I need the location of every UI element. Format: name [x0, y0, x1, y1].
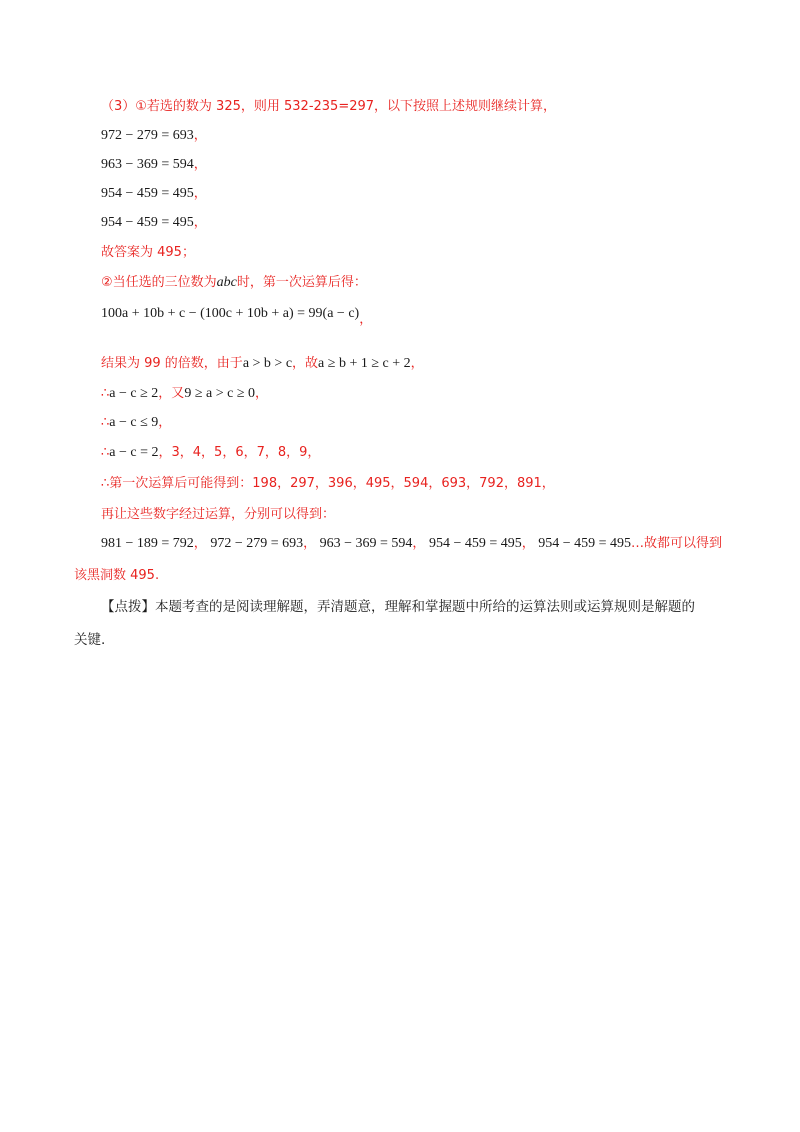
therefore-line-4	[101, 474, 555, 494]
comma: ，	[193, 128, 207, 143]
answer-line: 故答案为 495；	[101, 245, 195, 260]
comma: ，	[193, 157, 207, 172]
text: 第一次运算后可能得到：198，297，396，495，594，693，792，891，	[109, 476, 555, 491]
equation-line	[101, 126, 207, 146]
equation: 981 − 189 = 792	[101, 536, 194, 551]
comma: ，	[193, 536, 207, 551]
equation: 954 − 459 = 495	[538, 536, 632, 551]
comment-line-1: 【点拨】本题考查的是阅读理解题，弄清题意，理解和掌握题中所给的运算法则或运算规则是解题的	[101, 599, 695, 615]
multiple-line	[101, 354, 424, 374]
equation: a − c = 2	[109, 445, 159, 460]
therefore-symbol: ∴	[101, 386, 110, 401]
case2-text-a: ②当任选的三位数为	[101, 275, 217, 290]
equation: 963 − 369 = 594	[101, 157, 194, 172]
case2-intro	[101, 273, 367, 293]
equation: 954 − 459 = 495	[428, 536, 522, 551]
comma: ，	[303, 536, 317, 551]
therefore-line-1	[101, 384, 268, 404]
conclusion: 该黑洞数 495.	[74, 568, 160, 583]
equation: 972 − 279 = 693	[210, 536, 304, 551]
inequality: a > b > c	[242, 356, 293, 371]
comma: ，	[193, 186, 207, 201]
comma: ，	[193, 215, 207, 230]
comma: ，	[521, 536, 535, 551]
therefore-line-2	[101, 413, 171, 433]
expansion-line	[101, 304, 373, 327]
case2-variable: abc	[216, 275, 237, 290]
again-line: 再让这些数字经过运算，分别可以得到：	[101, 507, 336, 522]
comma: ，	[359, 312, 373, 327]
equation: 954 − 459 = 495	[101, 215, 194, 230]
part3-intro: （3）①若选的数为 325，则用 532-235=297，以下按照上述规则继续计算，	[101, 99, 557, 114]
equation-line	[101, 155, 207, 175]
expansion-equation: 100a + 10b + c − (100c + 10b + a) = 99(a − c)	[101, 306, 360, 321]
chain-end: …故都可以得到	[631, 536, 723, 551]
comma: ，	[412, 536, 426, 551]
inequality: a − c ≤ 9	[109, 415, 159, 430]
multiple-text-c: ，	[410, 356, 424, 371]
equation: 972 − 279 = 693	[101, 128, 194, 143]
text: ，	[158, 415, 172, 430]
equation: 954 − 459 = 495	[101, 186, 194, 201]
inequality: 9 ≥ a > c ≥ 0	[184, 386, 256, 401]
therefore-line-3	[101, 443, 320, 463]
multiple-text-b: ，故	[292, 356, 319, 371]
text: ，又	[158, 386, 185, 401]
comment-line-2: 关键.	[74, 632, 106, 648]
equation-line	[101, 184, 207, 204]
equation: 963 − 369 = 594	[319, 536, 413, 551]
therefore-symbol: ∴	[101, 476, 110, 491]
therefore-symbol: ∴	[101, 415, 110, 430]
inequality: a − c ≥ 2	[109, 386, 159, 401]
multiple-text-a: 结果为 99 的倍数，由于	[101, 356, 243, 371]
text: ，	[255, 386, 269, 401]
case2-text-b: 时，第一次运算后得：	[236, 275, 367, 290]
chain-line	[101, 534, 722, 554]
therefore-symbol: ∴	[101, 445, 110, 460]
text: ，3，4，5，6，7，8，9，	[158, 445, 321, 460]
inequality: a ≥ b + 1 ≥ c + 2	[318, 356, 411, 371]
equation-line	[101, 213, 207, 233]
